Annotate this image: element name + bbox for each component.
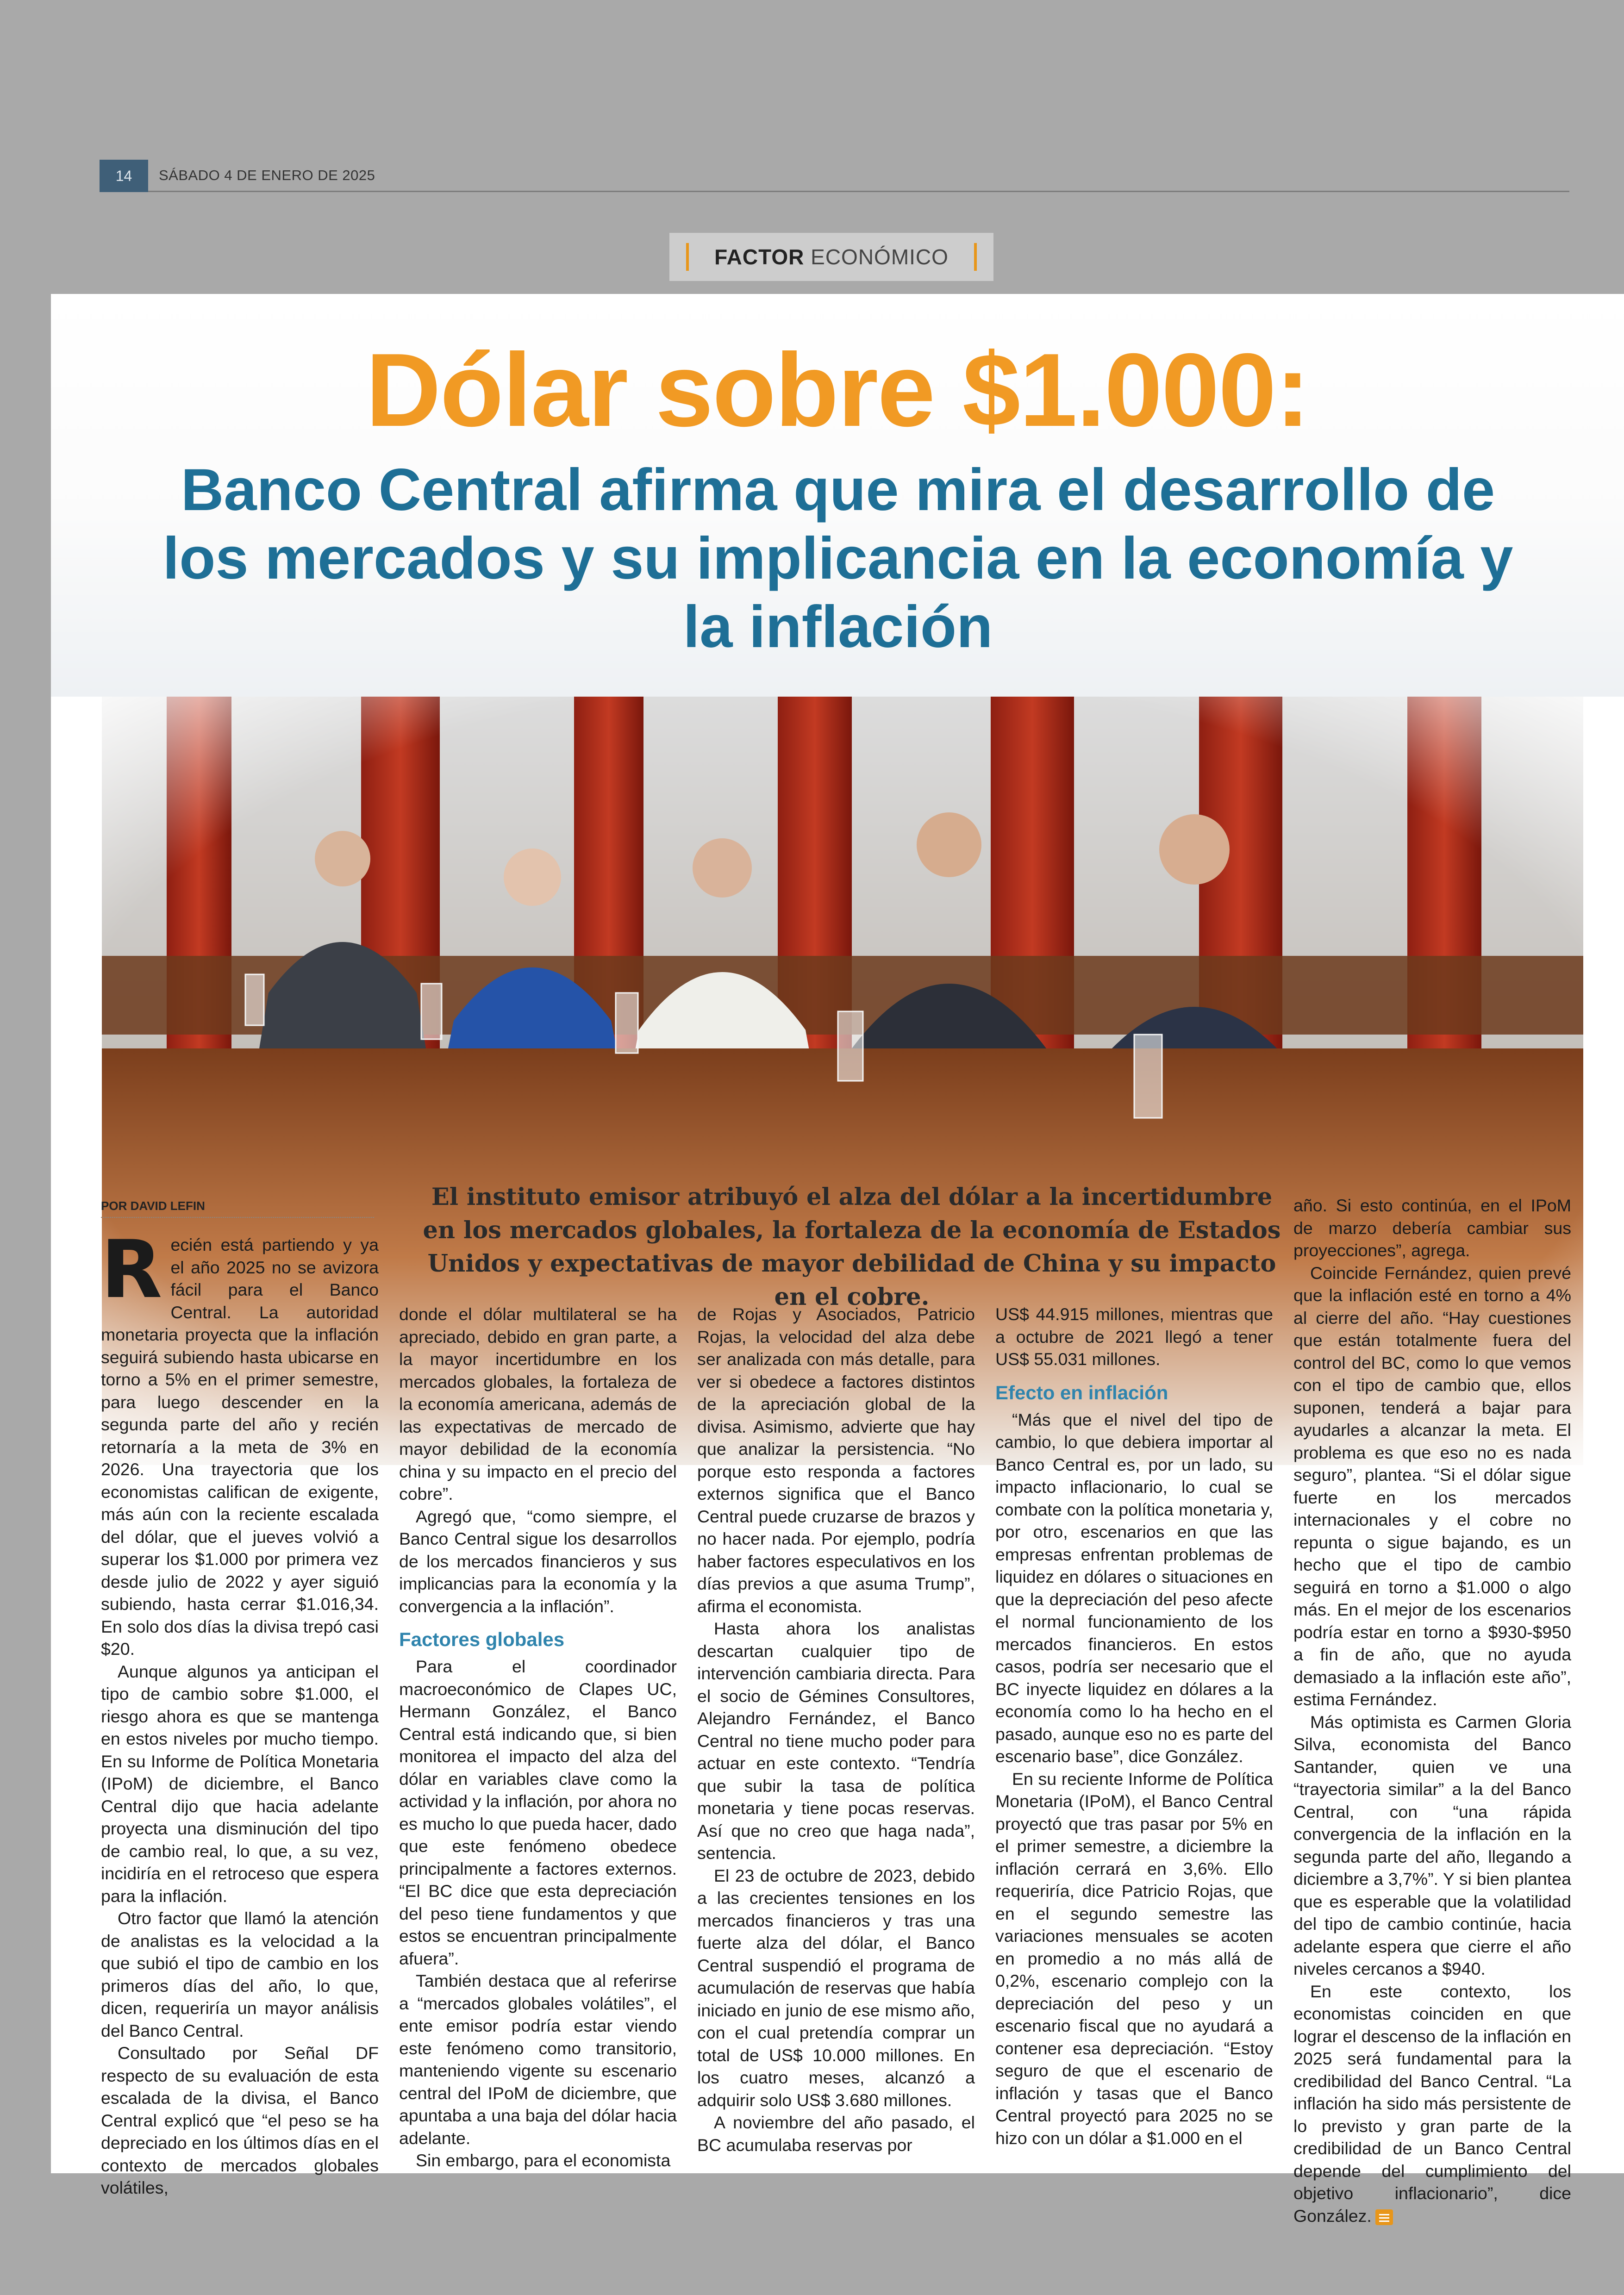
page-number: 14 [100, 160, 148, 192]
section-label-rest: ECONÓMICO [804, 245, 949, 269]
article-column-2 [399, 1303, 677, 2172]
paragraph: El 23 de octubre de 2023, debido a las crecientes tensiones en los mercados financieros y tras una fuerte alza del dólar, el Banco Central suspendió el programa de acumulación de reservas que había iniciado en junio de ese mismo año, con el cual pretendía comprar un total de US$ 10.000 millones. En los cuatro meses, alcanzó a adquirir solo US$ 3.680 millones. [697, 1865, 975, 2110]
paragraph: de Rojas y Asociados, Patricio Rojas, la velocidad del alza debe ser analizada con más detalle, para ver si obedece a factores distintos de la apreciación global de la divisa. Asimismo, advierte que hay que analizar la persistencia. “No porque esto responda a factores externos significa que el Banco Central puede cruzarse de brazos y no hacer nada. Por ejemplo, podría haber factores especulativos en los días previos a que asuma Trump”, afirma el economista. [697, 1304, 975, 1616]
section-label-bold: FACTOR [714, 245, 805, 269]
paragraph: Aunque algunos ya anticipan el tipo de cambio sobre $1.000, el riesgo ahora es que se mantenga en estos niveles por mucho tiempo. En su Informe de Política Monetaria (IPoM) de diciembre, el Banco Central dijo que hacia adelante proyecta una disminución del tipo de cambio real, lo que, a su vez, incidiría en el retroceso que espera para la inflación. [101, 1661, 379, 1906]
paragraph: Hasta ahora los analistas descartan cualquier tipo de intervención cambiaria directa. Para el socio de Gémines Consultores, Alejandro Fernández, el Banco Central no tiene mucho poder para actuar en este contexto. “Tendría que subir la tasa de política monetaria y tiene pocas reservas. Así que no creo que haga nada”, sentencia. [697, 1619, 975, 1863]
paragraph: Sin embargo, para el economista [416, 2151, 671, 2170]
paragraph: Coincide Fernández, quien prevé que la inflación esté en torno a 4% al cierre del año. “Hay cuestiones que están totalmente fuera del control del BC, como lo que vemos con el tipo de cambio que, ellos suponen, tenderá a bajar para ayudarles a alcanzar la meta. El problema es que eso no es nada seguro”, plantea. “Si el dólar sigue fuerte en los mercados internacionales y el cobre no repunta o sigue bajando, es un hecho que el tipo de cambio seguirá en torno a $1.000 o algo más. En el mejor de los escenarios podría estar en torno a $930-$950 a fin de año, que no ayuda demasiado a la inflación este año”, estima Fernández. [1293, 1263, 1571, 1709]
headline-main: Dólar sobre $1.000: [366, 331, 1309, 448]
section-bar-left [686, 243, 689, 271]
subheading-factores-globales: Factores globales [399, 1628, 565, 1650]
section-tag [669, 233, 993, 281]
paragraph: Más optimista es Carmen Gloria Silva, economista del Banco Santander, quien ve una “trayectoria similar” a la del Banco Central, con “una rápida convergencia de la inflación en la segunda parte del año, llegando a diciembre a 3,7%”. Y si bien plantea que es esperable que la volatilidad del tipo de cambio continúe, hacia adelante espera que cierre el año niveles cercanos a $940. [1293, 1712, 1571, 1978]
drop-cap: R [101, 1223, 162, 1316]
paragraph: En su reciente Informe de Política Monetaria (IPoM), el Banco Central proyectó que tras pasar por 5% en el primer semestre, a diciembre la inflación cerrará en 3,6%. Ello requeriría, dice Patricio Rojas, que en el segundo semestre las variaciones mensuales se acoten en promedio a no más allá de 0,2%, escenario complejo con la depreciación del peso y un escenario fiscal que no ayudará a contener esa depreciación. “Estoy seguro de que el escenario de inflación y tasas que el Banco Central proyectó para 2025 no se hizo con un dólar a $1.000 en el [995, 1769, 1273, 2148]
headline-sub: Banco Central afirma que mira el desarrollo de los mercados y su implicancia en la economía y la inflación [162, 457, 1513, 660]
page-header [100, 160, 1569, 192]
paragraph: ecién está partiendo y ya el año 2025 no se avizora fácil para el Banco Central. La autoridad monetaria proyecta que la inflación seguirá subiendo hasta ubicarse en torno a 5% en el primer semestre, para luego descender en la segunda parte del año y recién retornaría a la meta de 3% en 2026. Una trayectoria que los economistas califican de exigente, más aún con la reciente escalada del dólar, que el jueves volvió a superar los $1.000 por primera vez desde julio de 2022 y ayer siguió subiendo, hasta cerrar $1.016,34. En solo dos días la divisa trepó casi $20. [101, 1235, 379, 1659]
end-of-article-icon [1375, 2209, 1393, 2225]
paragraph [1293, 1980, 1571, 2227]
paragraph: También destaca que al referirse a “mercados globales volátiles”, el ente emisor podría estar viendo este fenómeno como transitorio, manteniendo vigente su escenario central del IPoM de diciembre, que apuntaba a una baja del dólar hacia adelante. [399, 1971, 677, 2148]
deck-summary: El instituto emisor atribuyó el alza del dólar a la incertidumbre en los mercados globales, la fortaleza de la economía de Estados Unidos y expectativas de mayor debilidad de China y su impacto en el cobre. [423, 1183, 1281, 1311]
paragraph: “Más que el nivel del tipo de cambio, lo que debiera importar al Banco Central es, por un lado, su impacto inflacionario, lo cual se combate con la política monetaria y, por otro, escenarios en que las empresas enfrentan problemas de liquidez en dólares o situaciones en que la depreciación del peso afecte el normal funcionamiento de los mercados financieros. En estos casos, podría ser necesario que el BC inyecte liquidez en dólares a la economía como lo ha hecho en el pasado, aunque eso no es parte del escenario base”, dice González. [995, 1409, 1273, 1766]
final-paragraph-text: En este contexto, los economistas coinciden en que lograr el descenso de la inflación en 2025 será fundamental para la credibilidad del Banco Central. “La inflación ha sido más persistente de lo previsto y gran parte de la credibilidad de un Banco Central depende del cumplimiento del objetivo inflacionario”, dice González. [1293, 1981, 1571, 2226]
paragraph: Consultado por Señal DF respecto de su evaluación de esta escalada de la divisa, el Banco Central explicó que “el peso se ha depreciado en los últimos días en el contexto de mercados globales volátiles, [101, 2043, 379, 2197]
paragraph: Agregó que, “como siempre, el Banco Central sigue los desarrollos de los mercados financieros y sus implicancias para la economía y la convergencia a la inflación”. [399, 1506, 677, 1616]
byline: POR DAVID LEFIN [101, 1199, 374, 1218]
article-column-5 [1293, 1194, 1571, 2227]
paragraph: US$ 44.915 millones, mientras que a octubre de 2021 llegó a tener US$ 55.031 millones. [995, 1304, 1273, 1369]
section-bar-right [974, 243, 977, 271]
date-line: SÁBADO 4 DE ENERO DE 2025 [159, 167, 375, 183]
article-column-3 [697, 1303, 975, 2156]
subheading-efecto-inflacion: Efecto en inflación [995, 1381, 1168, 1403]
article-column-1 [101, 1223, 379, 2199]
paragraph: A noviembre del año pasado, el BC acumulaba reservas por [697, 2113, 975, 2155]
section-label [714, 244, 949, 269]
paragraph: donde el dólar multilateral se ha apreciado, debido en gran parte, a la mayor incertidumbre en los mercados globales, la fortaleza de la economía americana, además de las expectativas de mercado de mayor debilidad de la economía china y su impacto en el precio del cobre”. [399, 1304, 677, 1503]
article-column-4 [995, 1303, 1273, 2149]
paragraph: año. Si esto continúa, en el IPoM de marzo debería cambiar sus proyecciones”, agrega. [1293, 1196, 1571, 1260]
headline-area [51, 294, 1624, 697]
article-panel [51, 294, 1624, 2226]
paragraph: Otro factor que llamó la atención de analistas es la velocidad a la que subió el tipo de cambio en los primeros días del año, lo que, dicen, requeriría un mayor análisis del Banco Central. [101, 1908, 379, 2040]
paragraph: Para el coordinador macroeconómico de Clapes UC, Hermann González, el Banco Central está indicando que, si bien monitorea el impacto del alza del dólar en variables clave como la actividad y la inflación, por ahora no es mucho lo que pueda hacer, dado que este fenómeno obedece principalmente a factores externos. “El BC dice que esta depreciación del peso tiene fundamentos y que estos se encuentran principalmente afuera”. [399, 1657, 677, 1968]
